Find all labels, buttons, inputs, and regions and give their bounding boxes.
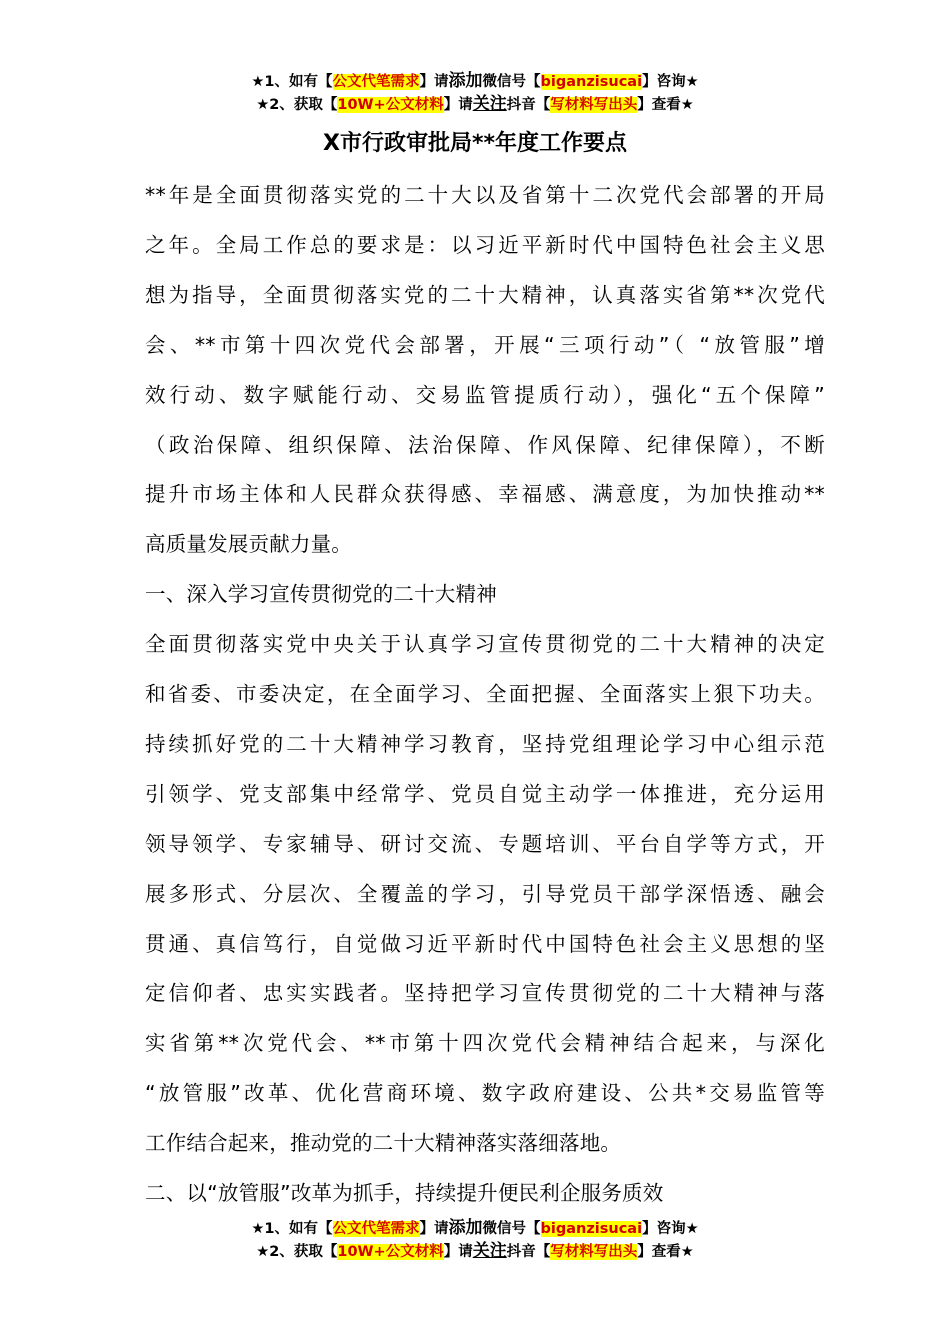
paragraph-line: **年是全面贯彻落实党的二十大以及省第十二次党代会部署的开局 — [145, 183, 825, 207]
paragraph-line: 提升市场主体和人民群众获得感、幸福感、满意度，为加快推动** — [145, 482, 825, 506]
promo-highlight-douyin: 写材料写出头 — [550, 1244, 638, 1260]
paragraph-line: 持续抓好党的二十大精神学习教育，坚持党组理论学习中心组示范 — [145, 732, 825, 756]
promo-text: ★2、获取【 — [256, 1244, 338, 1260]
paragraph-line: 定信仰者、忠实实践者。坚持把学习宣传贯彻党的二十大精神与落 — [145, 981, 825, 1005]
promo-text: 】请 — [443, 97, 473, 113]
promo-text: 微信号【 — [482, 74, 541, 90]
section-heading: 二、以“放管服”改革为抓手，持续提升便民利企服务质效 — [145, 1181, 664, 1205]
promo-highlight-wechat: biganzisucai — [540, 74, 643, 90]
promo-text: 】查看★ — [637, 1244, 694, 1260]
paragraph-line: “放管服”改革、优化营商环境、数字政府建设、公共*交易监管等 — [145, 1081, 825, 1105]
paragraph-line: 实省第**次党代会、**市第十四次党代会精神结合起来，与深化 — [145, 1031, 825, 1055]
paragraph-line: 想为指导，全面贯彻落实党的二十大精神，认真落实省第**次党代 — [145, 283, 825, 307]
promo-emphasis: 添加 — [448, 71, 483, 91]
promo-text: 微信号【 — [482, 1221, 541, 1237]
paragraph-line: （政治保障、组织保障、法治保障、作风保障、纪律保障），不断 — [145, 433, 825, 457]
paragraph-line: 高质量发展贡献力量。 — [145, 532, 352, 556]
promo-highlight: 10W+公文材料 — [337, 97, 444, 113]
promo-emphasis: 添加 — [448, 1218, 483, 1238]
promo-line-1 — [0, 1217, 950, 1240]
paragraph-line: 展多形式、分层次、全覆盖的学习，引导党员干部学深悟透、融会 — [145, 882, 825, 906]
paragraph-line: 会、**市第十四次党代会部署，开展“三项行动”（ “放管服”增 — [145, 333, 825, 357]
paragraph-line: 引领学、党支部集中经常学、党员自觉主动学一体推进，充分运用 — [145, 782, 825, 806]
promo-emphasis: 关注 — [472, 1241, 507, 1261]
promo-text: 】查看★ — [637, 97, 694, 113]
header-promo-banner — [0, 70, 950, 116]
paragraph-line: 全面贯彻落实党中央关于认真学习宣传贯彻党的二十大精神的决定 — [145, 632, 825, 656]
promo-text: ★1、如有【 — [251, 74, 333, 90]
promo-text: 抖音【 — [506, 1244, 551, 1260]
promo-highlight-wechat: biganzisucai — [540, 1221, 643, 1237]
paragraph-line: 领导领学、专家辅导、研讨交流、专题培训、平台自学等方式，开 — [145, 832, 825, 856]
paragraph-line: 工作结合起来，推动党的二十大精神落实落细落地。 — [145, 1131, 622, 1155]
promo-highlight: 10W+公文材料 — [337, 1244, 444, 1260]
promo-highlight: 公文代笔需求 — [332, 74, 420, 90]
footer-promo-banner — [0, 1217, 950, 1263]
promo-text: 】请 — [419, 1221, 449, 1237]
paragraph-line: 之年。全局工作总的要求是：以习近平新时代中国特色社会主义思 — [145, 233, 825, 257]
promo-text: 】咨询★ — [642, 1221, 699, 1237]
document-title: X市行政审批局**年度工作要点 — [323, 131, 627, 156]
promo-text: 】咨询★ — [642, 74, 699, 90]
promo-text: ★1、如有【 — [251, 1221, 333, 1237]
promo-line-1 — [0, 70, 950, 93]
promo-line-2 — [0, 93, 950, 116]
promo-text: ★2、获取【 — [256, 97, 338, 113]
promo-highlight: 公文代笔需求 — [332, 1221, 420, 1237]
paragraph-line: 贯通、真信笃行，自觉做习近平新时代中国特色社会主义思想的坚 — [145, 932, 825, 956]
paragraph-line: 和省委、市委决定，在全面学习、全面把握、全面落实上狠下功夫。 — [145, 682, 825, 706]
promo-text: 抖音【 — [506, 97, 551, 113]
promo-highlight-douyin: 写材料写出头 — [550, 97, 638, 113]
promo-line-2 — [0, 1240, 950, 1263]
section-heading: 一、深入学习宣传贯彻党的二十大精神 — [145, 582, 497, 606]
promo-emphasis: 关注 — [472, 94, 507, 114]
paragraph-line: 效行动、数字赋能行动、交易监管提质行动），强化“五个保障” — [145, 383, 825, 407]
promo-text: 】请 — [419, 74, 449, 90]
promo-text: 】请 — [443, 1244, 473, 1260]
